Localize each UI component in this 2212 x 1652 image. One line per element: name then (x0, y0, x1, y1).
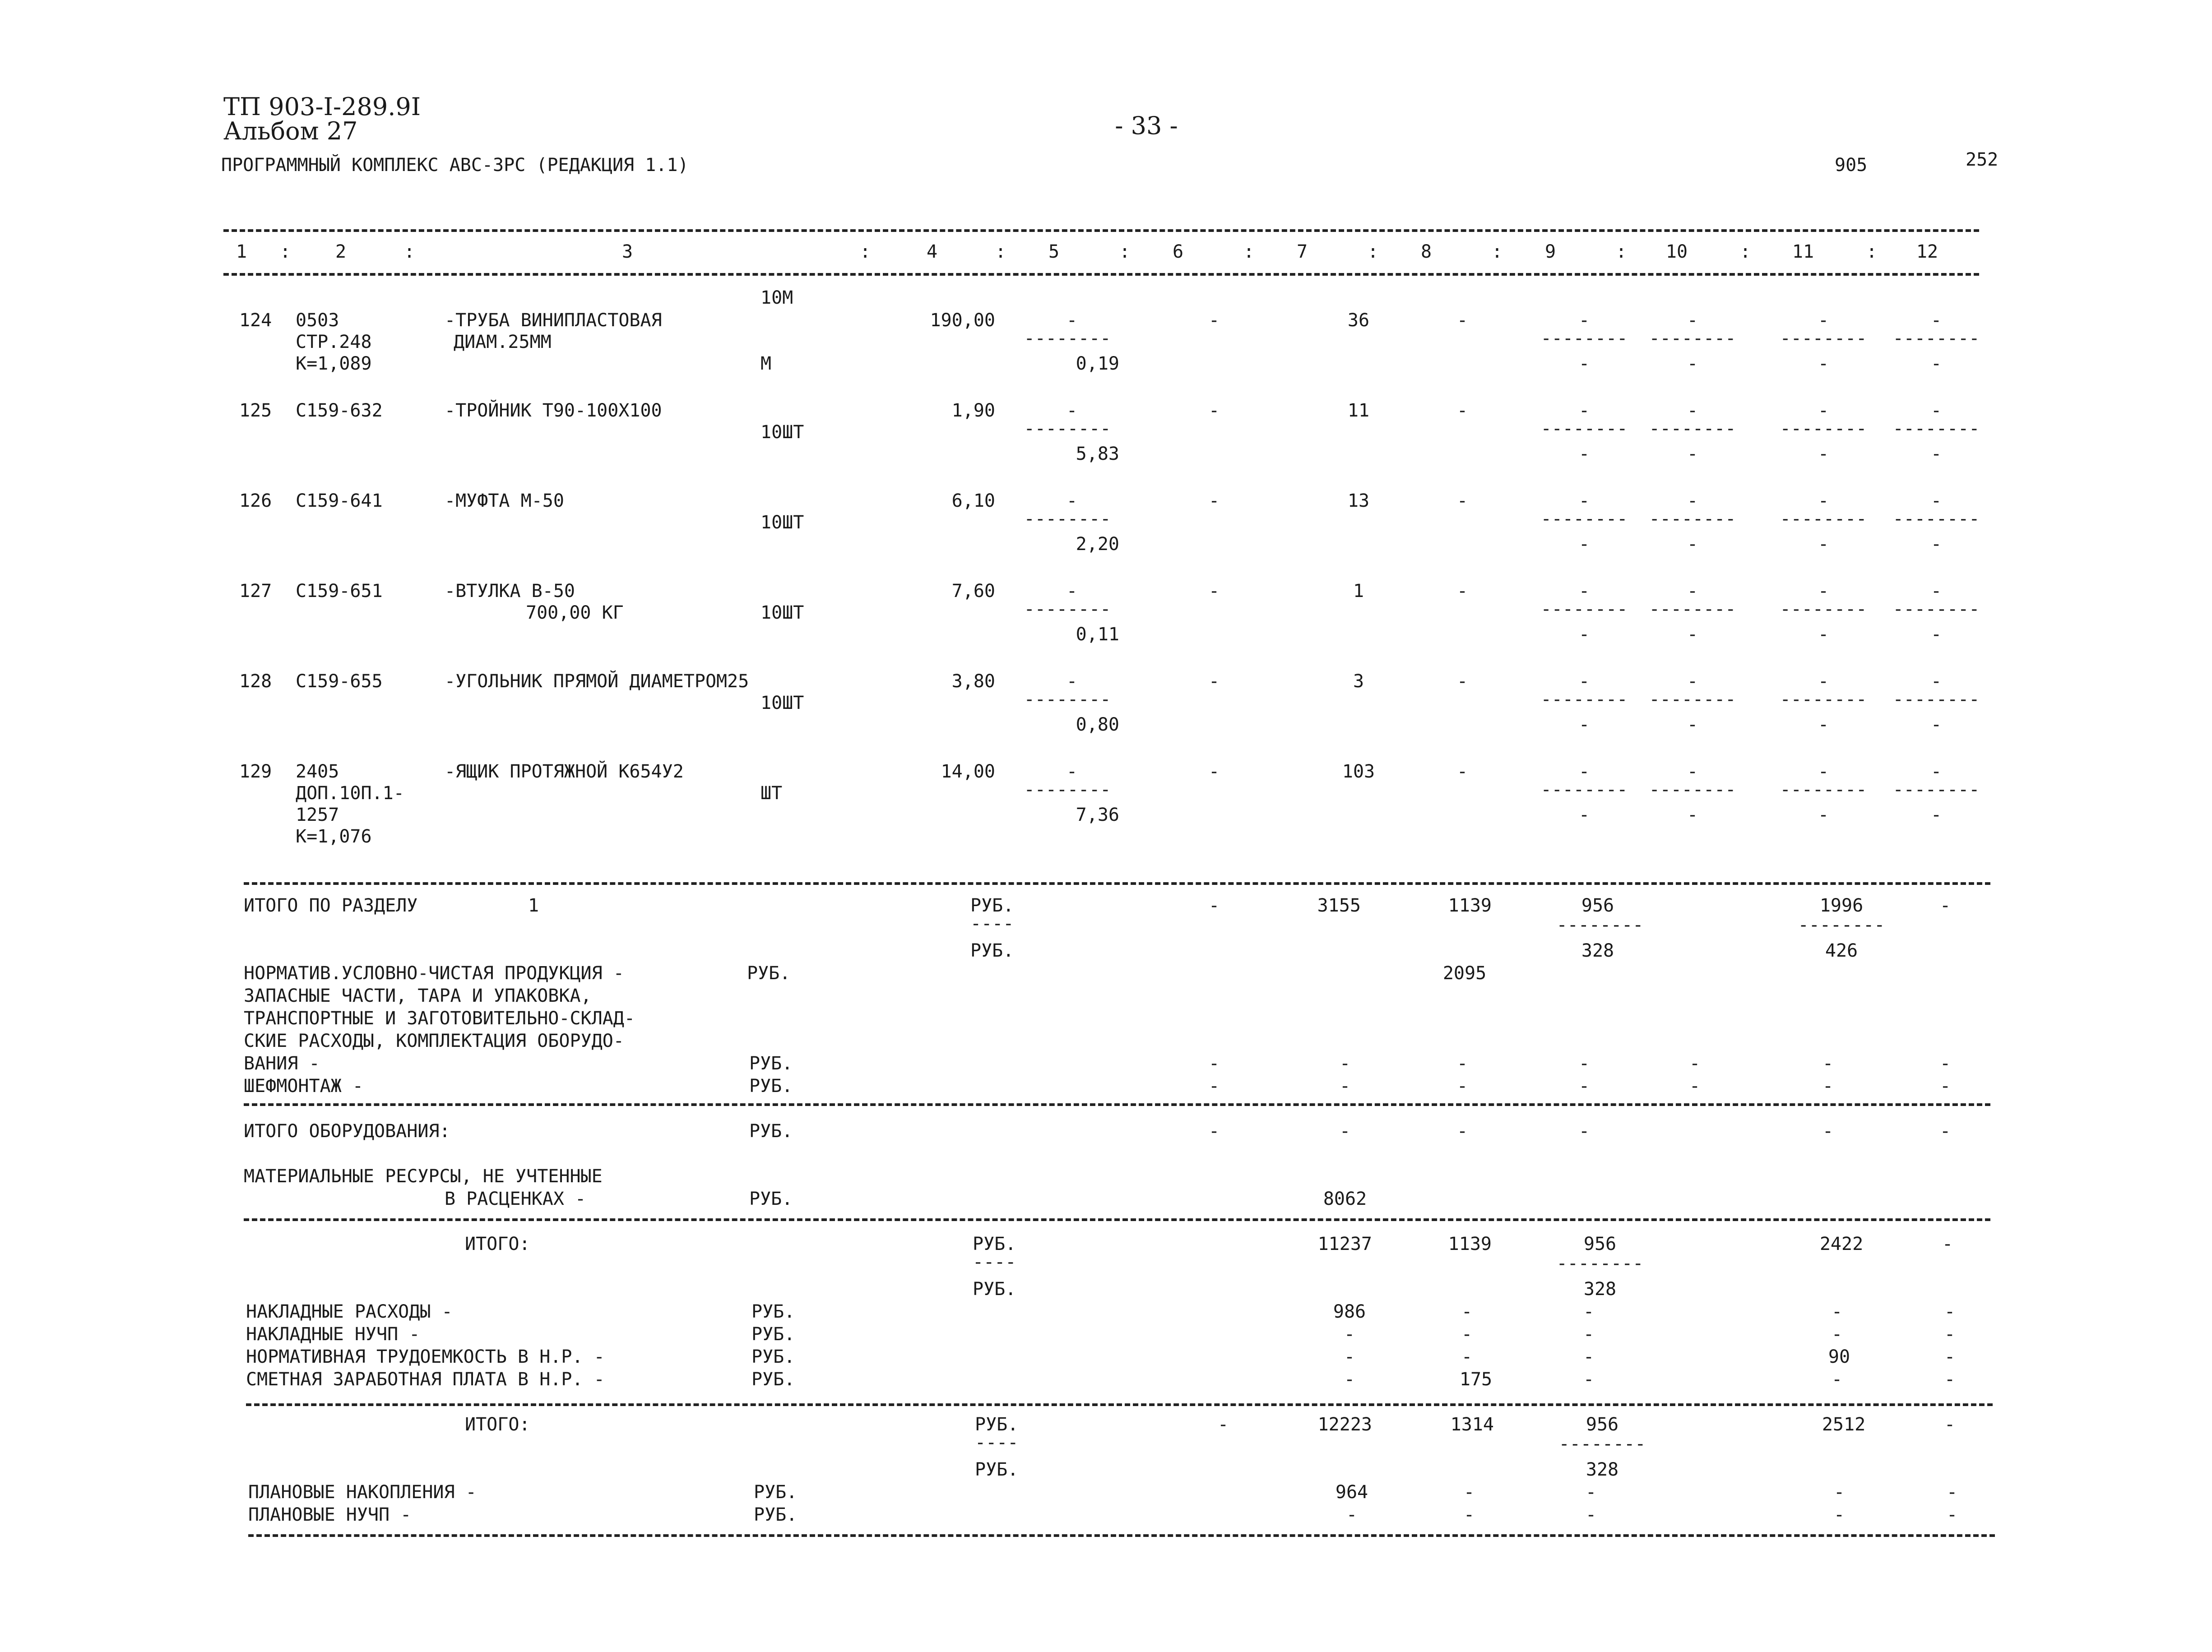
col-3: 3 (621, 241, 633, 262)
dash: - (1339, 1076, 1351, 1097)
dash: - (1930, 491, 1942, 511)
total-value: 3155 (1317, 895, 1361, 916)
dash: - (1944, 1414, 1956, 1435)
dash: - (1687, 624, 1698, 645)
dash: - (1208, 1121, 1220, 1142)
short-rule: -------- (1892, 599, 1980, 620)
total-value: 328 (1581, 940, 1614, 961)
rub-unit: РУБ. (973, 1234, 1016, 1254)
short-rule: ---- (970, 913, 1014, 934)
dash: - (1208, 895, 1220, 916)
row-code: 2405 (296, 761, 339, 782)
short-rule: -------- (1798, 915, 1885, 935)
dash: - (1578, 714, 1590, 735)
dash: - (1930, 624, 1942, 645)
short-rule: -------- (1024, 509, 1111, 529)
dash: - (1822, 1053, 1834, 1074)
dash: - (1818, 353, 1829, 374)
dash: - (1944, 1301, 1956, 1322)
dash: - (1939, 1053, 1951, 1074)
rub-unit: РУБ. (747, 963, 791, 984)
dash: - (1687, 491, 1698, 511)
dash: - (1818, 400, 1829, 421)
dash: - (1818, 581, 1829, 602)
dash: - (1833, 1504, 1845, 1525)
section-number: 1 (528, 895, 539, 916)
short-rule: -------- (1780, 599, 1867, 620)
row-value-7: 13 (1347, 491, 1370, 511)
itogo-value: 956 (1583, 1234, 1617, 1254)
col-sep: : (1740, 241, 1751, 262)
dash: - (1583, 1347, 1595, 1367)
row-number: 129 (239, 761, 272, 782)
dash: - (1208, 1076, 1220, 1097)
row-value-7: 1 (1353, 581, 1364, 602)
row-unit: 10М (761, 287, 793, 308)
row-value-8: - (1456, 400, 1468, 421)
row-value-5b: 7,36 (1076, 805, 1119, 825)
dash: - (1687, 671, 1698, 692)
rub-unit: РУБ. (749, 1076, 793, 1097)
col-sep: : (1492, 241, 1503, 262)
dash: - (1344, 1347, 1355, 1367)
col-7: 7 (1296, 241, 1308, 262)
row-value-4: 190,00 (930, 310, 995, 331)
col-9: 9 (1544, 241, 1556, 262)
row-code: С159-632 (296, 400, 383, 421)
row-value-6: - (1208, 400, 1220, 421)
program-title: ПРОГРАММНЫЙ КОМПЛЕКС АВС-3РС (РЕДАКЦИЯ 1.1) (221, 155, 689, 176)
row-unit: М (761, 353, 772, 374)
row-value-5b: 0,11 (1076, 624, 1119, 645)
dash: - (1939, 1121, 1951, 1142)
short-rule: -------- (1540, 418, 1628, 439)
row-value-8: - (1456, 761, 1468, 782)
dash: - (1687, 444, 1698, 464)
doc-code: ТП 903-I-289.9I (223, 93, 421, 121)
materials-value: 8062 (1323, 1189, 1367, 1209)
dash: - (1578, 1076, 1590, 1097)
album-label: Альбом 27 (223, 117, 358, 145)
row-name-line: 700,00 КГ (526, 602, 624, 623)
dash: - (1687, 400, 1698, 421)
dash: - (1456, 1076, 1468, 1097)
dash: - (1930, 534, 1942, 555)
overhead-value: 90 (1828, 1347, 1850, 1367)
row-unit: ШТ (761, 783, 783, 804)
equipment-total-label: ИТОГО ОБОРУДОВАНИЯ: (244, 1121, 450, 1142)
row-value-8: - (1456, 581, 1468, 602)
rub-unit: РУБ. (751, 1301, 795, 1322)
short-rule: -------- (1892, 418, 1980, 439)
rub-unit: РУБ. (970, 940, 1014, 961)
dash: - (1818, 671, 1829, 692)
dash: - (1687, 581, 1698, 602)
dash: - (1930, 671, 1942, 692)
short-rule: -------- (1892, 328, 1980, 349)
col-5: 5 (1048, 241, 1060, 262)
short-rule: ---- (975, 1432, 1019, 1453)
short-rule: -------- (1024, 779, 1111, 800)
short-rule: -------- (1649, 509, 1736, 529)
col-sep: : (1616, 241, 1627, 262)
dash: - (1818, 714, 1829, 735)
section-total-label: ИТОГО ПО РАЗДЕЛУ (244, 895, 418, 916)
itogo-value: 11237 (1317, 1234, 1372, 1254)
dash: - (1339, 1053, 1351, 1074)
itogo-label: ИТОГО: (465, 1414, 530, 1435)
dash: - (1578, 805, 1590, 825)
row-unit: 10ШТ (761, 602, 804, 623)
short-rule: -------- (1892, 509, 1980, 529)
short-rule: -------- (1540, 509, 1628, 529)
dash: - (1585, 1482, 1597, 1503)
rub-unit: РУБ. (754, 1482, 798, 1503)
rub-unit: РУБ. (975, 1414, 1019, 1435)
row-value-6: - (1208, 581, 1220, 602)
dash: - (1930, 353, 1942, 374)
short-rule: -------- (1649, 418, 1736, 439)
rub-unit: РУБ. (973, 1279, 1016, 1300)
dash: - (1689, 1076, 1701, 1097)
short-rule: -------- (1024, 418, 1111, 439)
dash: - (1944, 1347, 1956, 1367)
dash: - (1578, 1121, 1590, 1142)
itogo-value: 1139 (1448, 1234, 1492, 1254)
rub-unit: РУБ. (975, 1459, 1019, 1480)
col-11: 11 (1792, 241, 1814, 262)
col-sep: : (1866, 241, 1878, 262)
col-sep: : (1243, 241, 1255, 262)
row-value-4: 1,90 (951, 400, 995, 421)
dash: - (1578, 444, 1590, 464)
dash: - (1687, 310, 1698, 331)
row-name: -УГОЛЬНИК ПРЯМОЙ ДИАМЕТРОМ25 (445, 671, 749, 692)
page-number: - 33 - (1115, 111, 1178, 140)
dash: - (1687, 761, 1698, 782)
row-value-4: 7,60 (951, 581, 995, 602)
rub-unit: РУБ. (751, 1347, 795, 1367)
dash: - (1930, 310, 1942, 331)
spare-label: ТРАНСПОРТНЫЕ И ЗАГОТОВИТЕЛЬНО-СКЛАД- (244, 1008, 635, 1029)
col-sep: : (995, 241, 1006, 262)
spare-label: ВАНИЯ - (244, 1053, 320, 1074)
dash: - (1583, 1369, 1595, 1390)
row-code: 0503 (296, 310, 339, 331)
short-rule: -------- (1024, 328, 1111, 349)
total-value: 426 (1825, 940, 1858, 961)
short-rule: ---- (973, 1252, 1016, 1273)
short-rule: -------- (1540, 689, 1628, 710)
header-rule-bottom (223, 273, 1979, 276)
short-rule: -------- (1649, 779, 1736, 800)
short-rule: -------- (1649, 328, 1736, 349)
col-sep: : (860, 241, 871, 262)
rub-unit: РУБ. (751, 1324, 795, 1345)
dash: - (1939, 895, 1951, 916)
short-rule: -------- (1556, 1253, 1644, 1274)
dash: - (1831, 1324, 1843, 1345)
dash: - (1687, 714, 1698, 735)
rub-unit: РУБ. (754, 1504, 798, 1525)
dash: - (1930, 761, 1942, 782)
dash: - (1687, 805, 1698, 825)
dash: - (1930, 805, 1942, 825)
row-code: С159-655 (296, 671, 383, 692)
dash: - (1463, 1482, 1475, 1503)
row-value-7: 36 (1347, 310, 1370, 331)
dash: - (1578, 1053, 1590, 1074)
itogo-value: 12223 (1317, 1414, 1372, 1435)
dash: - (1818, 534, 1829, 555)
normative-label: НОРМАТИВ.УСЛОВНО-ЧИСТАЯ ПРОДУКЦИЯ - (244, 963, 624, 984)
total-value: 1996 (1819, 895, 1864, 916)
col-6: 6 (1172, 241, 1184, 262)
itogo-value: 2422 (1819, 1234, 1864, 1254)
dash: - (1339, 1121, 1351, 1142)
row-value-5b: 5,83 (1076, 444, 1119, 464)
row-code-line: 1257 (296, 805, 339, 825)
itogo-value: 2512 (1822, 1414, 1866, 1435)
row-number: 128 (239, 671, 272, 692)
dash: - (1456, 1121, 1468, 1142)
row-code: С159-641 (296, 491, 383, 511)
dash: - (1946, 1482, 1958, 1503)
row-unit: 10ШТ (761, 693, 804, 713)
short-rule: -------- (1780, 689, 1867, 710)
dash: - (1818, 444, 1829, 464)
row-name-line: ДИАМ.25ММ (454, 332, 552, 352)
header-rule-top (223, 229, 1979, 232)
dash: - (1578, 400, 1590, 421)
itogo-label: ИТОГО: (465, 1234, 530, 1254)
short-rule: -------- (1558, 1434, 1646, 1454)
rub-unit: РУБ. (751, 1369, 795, 1390)
row-value-5: - (1066, 400, 1078, 421)
rub-unit: РУБ. (749, 1189, 793, 1209)
row-value-6: - (1208, 671, 1220, 692)
total-value: 1139 (1448, 895, 1492, 916)
row-value-6: - (1208, 491, 1220, 511)
dash: - (1217, 1414, 1229, 1435)
rub-unit: РУБ. (749, 1121, 793, 1142)
dash: - (1818, 761, 1829, 782)
dash: - (1578, 353, 1590, 374)
short-rule: -------- (1540, 328, 1628, 349)
row-number: 127 (239, 581, 272, 602)
totals-rule-2 (246, 1403, 1993, 1406)
dash: - (1208, 1053, 1220, 1074)
dash: - (1818, 491, 1829, 511)
short-rule: -------- (1892, 689, 1980, 710)
dash: - (1822, 1121, 1834, 1142)
short-rule: -------- (1540, 779, 1628, 800)
row-name: -МУФТА М-50 (445, 491, 564, 511)
ref-code: 905 (1835, 155, 1868, 176)
col-sep: : (1119, 241, 1131, 262)
dash: - (1461, 1347, 1473, 1367)
overhead-value: 175 (1459, 1369, 1493, 1390)
dash: - (1461, 1324, 1473, 1345)
dash: - (1578, 534, 1590, 555)
overhead-label: СМЕТНАЯ ЗАРАБОТНАЯ ПЛАТА В Н.Р. - (246, 1369, 605, 1390)
itogo-value: 328 (1586, 1459, 1619, 1480)
overhead-label: НОРМАТИВНАЯ ТРУДОЕМКОСТЬ В Н.Р. - (246, 1347, 605, 1367)
short-rule: -------- (1024, 689, 1111, 710)
planned-label: ПЛАНОВЫЕ НУЧП - (248, 1504, 412, 1525)
itogo-value: 328 (1583, 1279, 1617, 1300)
col-4: 4 (926, 241, 938, 262)
short-rule: -------- (1892, 779, 1980, 800)
row-number: 124 (239, 310, 272, 331)
row-value-5: - (1066, 671, 1078, 692)
dash: - (1585, 1504, 1597, 1525)
row-unit: 10ШТ (761, 512, 804, 533)
row-value-6: - (1208, 761, 1220, 782)
row-name: -ВТУЛКА В-50 (445, 581, 575, 602)
short-rule: -------- (1540, 599, 1628, 620)
rub-unit: РУБ. (749, 1053, 793, 1074)
equipment-rule (244, 1103, 1990, 1106)
normative-value: 2095 (1442, 963, 1487, 984)
overhead-value: 986 (1333, 1301, 1366, 1322)
dash: - (1687, 534, 1698, 555)
row-code-line: ДОП.10П.1- (296, 783, 404, 804)
dash: - (1942, 1234, 1953, 1254)
dash: - (1818, 624, 1829, 645)
row-value-8: - (1456, 491, 1468, 511)
dash: - (1578, 310, 1590, 331)
dash: - (1930, 714, 1942, 735)
itogo-value: 956 (1586, 1414, 1619, 1435)
dash: - (1346, 1504, 1358, 1525)
dash: - (1578, 761, 1590, 782)
dash: - (1930, 581, 1942, 602)
row-value-4: 3,80 (951, 671, 995, 692)
dash: - (1833, 1482, 1845, 1503)
dash: - (1344, 1324, 1355, 1345)
short-rule: -------- (1556, 915, 1644, 935)
short-rule: -------- (1780, 509, 1867, 529)
dash: - (1831, 1369, 1843, 1390)
spare-label: ЗАПАСНЫЕ ЧАСТИ, ТАРА И УПАКОВКА, (244, 986, 592, 1006)
dash: - (1578, 624, 1590, 645)
row-number: 125 (239, 400, 272, 421)
overhead-label: НАКЛАДНЫЕ НУЧП - (246, 1324, 420, 1345)
dash: - (1831, 1301, 1843, 1322)
row-name: -ТРУБА ВИНИПЛАСТОВАЯ (445, 310, 662, 331)
row-code: С159-651 (296, 581, 383, 602)
row-value-5: - (1066, 761, 1078, 782)
materials-label: В РАСЦЕНКАХ - (445, 1189, 586, 1209)
row-unit: 10ШТ (761, 422, 804, 443)
dash: - (1463, 1504, 1475, 1525)
row-number: 126 (239, 491, 272, 511)
rub-unit: РУБ. (970, 895, 1014, 916)
col-sep: : (1368, 241, 1379, 262)
dash: - (1930, 444, 1942, 464)
total-value: 956 (1581, 895, 1614, 916)
dash: - (1578, 581, 1590, 602)
dash: - (1946, 1504, 1958, 1525)
dash: - (1818, 310, 1829, 331)
short-rule: -------- (1024, 599, 1111, 620)
dash: - (1687, 353, 1698, 374)
row-code-line: К=1,089 (296, 353, 372, 374)
row-value-5b: 0,80 (1076, 714, 1119, 735)
dash: - (1456, 1053, 1468, 1074)
dash: - (1944, 1324, 1956, 1345)
planned-value: 964 (1335, 1482, 1368, 1503)
short-rule: -------- (1649, 599, 1736, 620)
dash: - (1578, 671, 1590, 692)
short-rule: -------- (1780, 779, 1867, 800)
dash: - (1689, 1053, 1701, 1074)
dash: - (1930, 400, 1942, 421)
dash: - (1583, 1324, 1595, 1345)
itogo-value: 1314 (1450, 1414, 1494, 1435)
dash: - (1944, 1369, 1956, 1390)
row-name: -ТРОЙНИК Т90-100Х100 (445, 400, 662, 421)
dash: - (1344, 1369, 1355, 1390)
materials-label: МАТЕРИАЛЬНЫЕ РЕСУРСЫ, НЕ УЧТЕННЫЕ (244, 1166, 603, 1187)
col-12: 12 (1916, 241, 1938, 262)
row-code-line: К=1,076 (296, 826, 372, 847)
row-value-7: 3 (1353, 671, 1364, 692)
row-value-5b: 2,20 (1076, 534, 1119, 555)
sheet-number: 252 (1966, 149, 1999, 170)
row-value-8: - (1456, 310, 1468, 331)
dash: - (1578, 491, 1590, 511)
row-value-5: - (1066, 581, 1078, 602)
col-2: 2 (335, 241, 347, 262)
overhead-label: НАКЛАДНЫЕ РАСХОДЫ - (246, 1301, 453, 1322)
dash: - (1818, 805, 1829, 825)
col-1: 1 (236, 241, 247, 262)
row-value-6: - (1208, 310, 1220, 331)
row-code-line: СТР.248 (296, 332, 372, 352)
planned-label: ПЛАНОВЫЕ НАКОПЛЕНИЯ - (248, 1482, 477, 1503)
short-rule: -------- (1780, 328, 1867, 349)
shefmontazh-label: ШЕФМОНТАЖ - (244, 1076, 363, 1097)
bottom-rule (248, 1534, 1995, 1537)
totals-rule (244, 1218, 1990, 1221)
row-value-8: - (1456, 671, 1468, 692)
row-name: -ЯЩИК ПРОТЯЖНОЙ К654У2 (445, 761, 684, 782)
dash: - (1939, 1076, 1951, 1097)
row-value-5b: 0,19 (1076, 353, 1119, 374)
row-value-5: - (1066, 491, 1078, 511)
short-rule: -------- (1649, 689, 1736, 710)
col-10: 10 (1665, 241, 1688, 262)
col-sep: : (404, 241, 415, 262)
row-value-4: 14,00 (941, 761, 995, 782)
dash: - (1822, 1076, 1834, 1097)
section-rule (244, 882, 1990, 885)
dash: - (1461, 1301, 1473, 1322)
row-value-7: 103 (1342, 761, 1375, 782)
short-rule: -------- (1780, 418, 1867, 439)
dash: - (1583, 1301, 1595, 1322)
row-value-4: 6,10 (951, 491, 995, 511)
row-value-7: 11 (1347, 400, 1370, 421)
col-8: 8 (1420, 241, 1432, 262)
col-sep: : (280, 241, 291, 262)
row-value-5: - (1066, 310, 1078, 331)
spare-label: СКИЕ РАСХОДЫ, КОМПЛЕКТАЦИЯ ОБОРУДО- (244, 1031, 624, 1051)
